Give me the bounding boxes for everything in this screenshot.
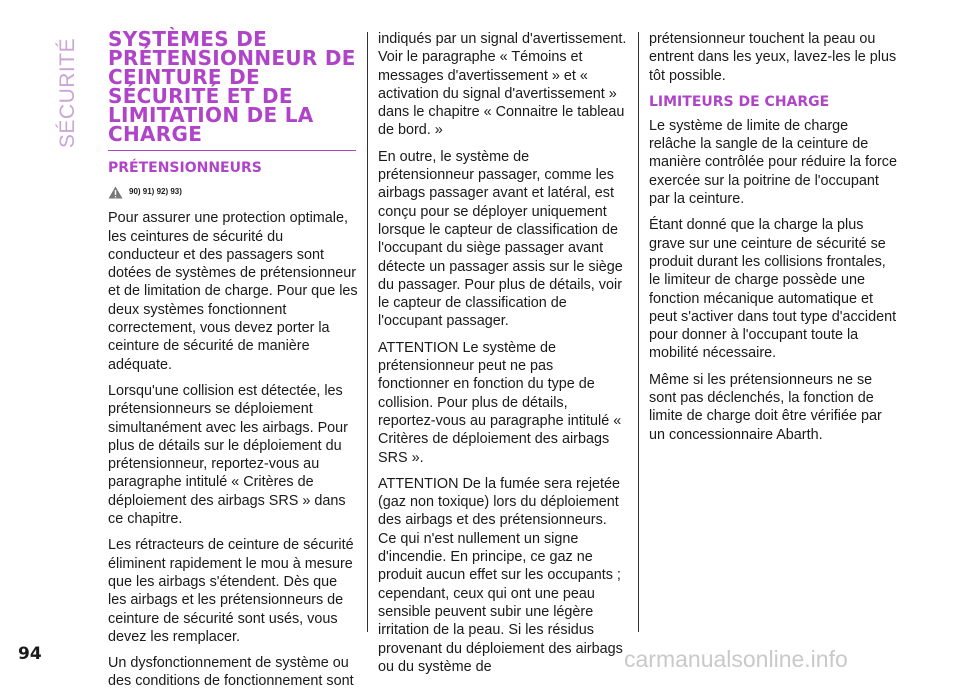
section-tab	[48, 30, 88, 155]
paragraph: Les rétracteurs de ceinture de sécurité éliminent rapidement le mou à mesure que les airbags s'étendent. Dès que les airbags et les prétensionneurs de ceinture de sécurité sont usés, vous devez les remplacer.	[108, 537, 354, 645]
paragraph: En outre, le système de prétensionneur passager, comme les airbags passager avant et latéral, est conçu pour se déployer uniquement lorsque le capteur de classification de l'occupant du siège passager avant détecte un passager assis sur le siège du passager. Pour plus de détails, voir le capteur de classification de l'occupant passager.	[378, 148, 623, 330]
column-divider	[367, 32, 368, 632]
subheading-pretensioners: PRÉTENSIONNEURS	[108, 160, 262, 176]
warning-references: 90) 91) 92) 93)	[129, 187, 182, 196]
paragraph: Un dysfonctionnement de système ou des conditions de fonctionnement sont	[108, 655, 354, 690]
paragraph: ATTENTION Le système de prétensionneur peut ne pas fonctionner en fonction du type de collision. Pour plus de détails, reportez-vous au paragraphe intitulé « Critères de déploiement des airbags SRS ».	[378, 339, 622, 466]
paragraph: Étant donné que la charge la plus grave sur une ceinture de sécurité se produit durant les collisions frontales, le limiteur de charge possède une fonction mécanique automatique et peut s'activer dans tout type d'accident pour donner à l'occupant toute la mobilité nécessaire.	[649, 217, 897, 362]
section-tab-label: SÉCURITÉ	[56, 37, 79, 148]
warning-refs-row	[108, 183, 358, 201]
page-number: 94	[18, 644, 42, 664]
paragraph: ATTENTION De la fumée sera rejetée (gaz non toxique) lors du déploiement des airbags et des prétensionneurs. Ce qui n'est nullement un signe d'incendie. En principe, ce gaz ne produit aucun effet sur les occupants ; cependant, ceux qui ont une peau sensible peuvent subir une légère irritation de la peau. Si les résidus provenant du déploiement des airbags ou du système de	[378, 475, 623, 675]
warning-triangle-icon	[108, 186, 123, 199]
section-heading: SYSTÈMES DE PRÉTENSIONNEUR DE CEINTURE DE SÉCURITÉ ET DE LIMITATION DE LA CHARGE	[108, 27, 356, 146]
column-divider	[638, 32, 639, 632]
paragraph: Le système de limite de charge relâche la sangle de la ceinture de manière contrôlée pour réduire la force exercée sur la poitrine de l'occupant par la ceinture.	[649, 117, 897, 208]
column-2	[378, 30, 628, 684]
column-1	[108, 27, 358, 699]
heading-rule	[108, 150, 356, 151]
paragraph: Pour assurer une protection optimale, les ceintures de sécurité du conducteur et des passagers sont dotées de systèmes de prétensionneur et de limitation de charge. Pour que les deux systèmes fonctionnent correctement, vous devez porter la ceinture de sécurité de manière adéquate.	[108, 210, 358, 373]
column-3	[649, 30, 899, 452]
paragraph: Même si les prétensionneurs ne se sont pas déclenchés, la fonction de limite de charge doit être vérifiée par un concessionnaire Abarth.	[649, 371, 882, 443]
paragraph: indiqués par un signal d'avertissement. Voir le paragraphe « Témoins et messages d'avertissement » et « activation du signal d'avertissement » dans le chapitre « Connaitre le tableau de bord. »	[378, 31, 627, 139]
watermark: carmanualsonline.info	[624, 646, 848, 672]
paragraph: Lorsqu'une collision est détectée, les prétensionneurs se déploiement simultanément avec les airbags. Pour plus de détails sur le déploiement du prétensionneur, reportez-vous au paragraphe intitulé « Critères de déploiement des airbags SRS » dans ce chapitre.	[108, 382, 348, 528]
subheading-load-limiters: LIMITEURS DE CHARGE	[649, 93, 830, 110]
paragraph: prétensionneur touchent la peau ou entrent dans les yeux, lavez-les le plus tôt possible.	[649, 31, 897, 84]
